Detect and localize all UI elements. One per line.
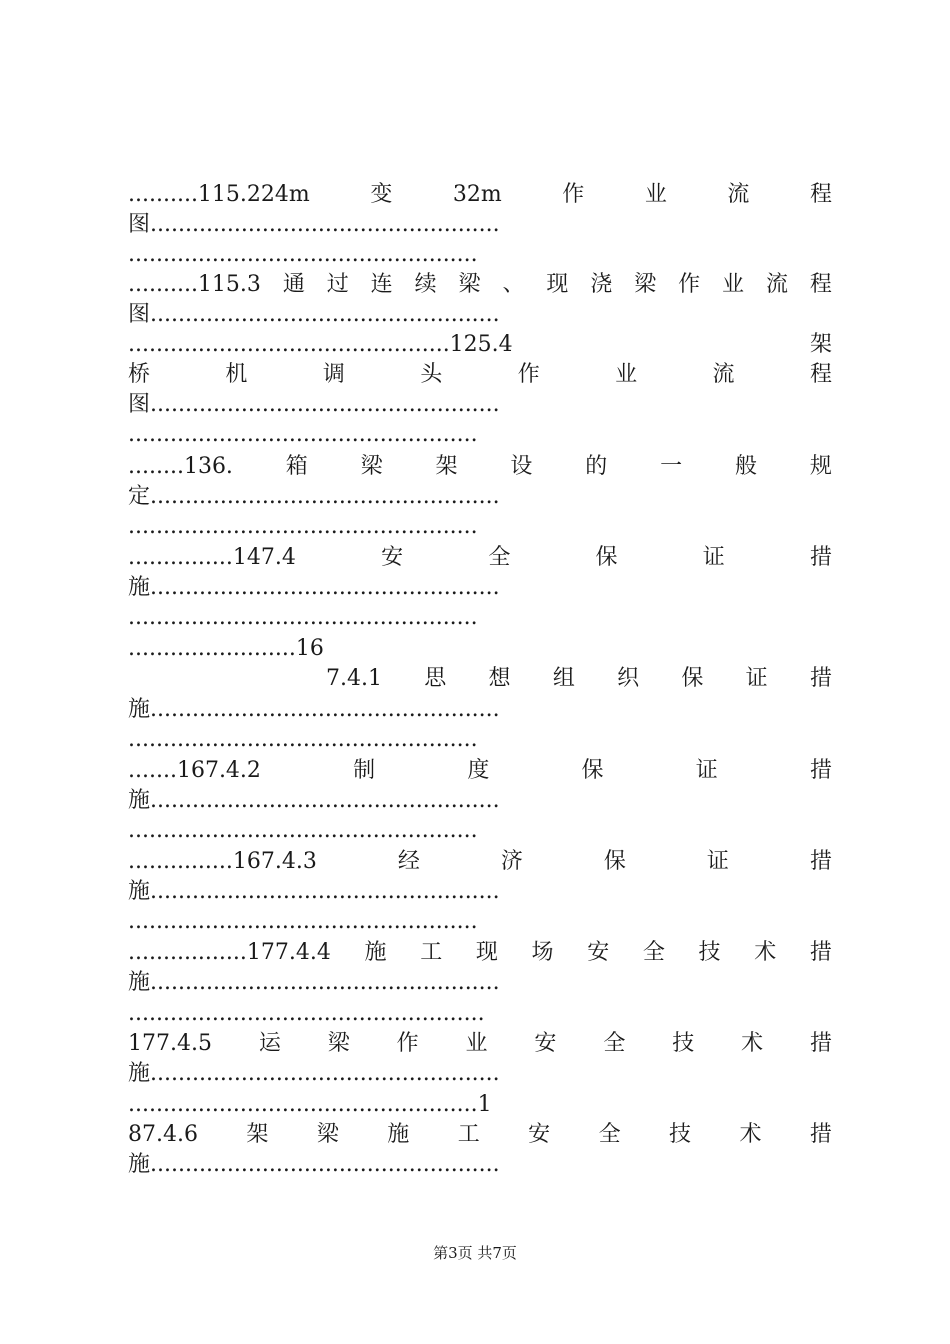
- toc-token: 设: [510, 454, 533, 479]
- toc-token: 济: [500, 849, 523, 874]
- toc-token: 现: [475, 940, 498, 965]
- toc-line: ..................................................: [128, 514, 478, 539]
- toc-line: [128, 756, 832, 786]
- toc-token: 桥: [128, 362, 151, 387]
- toc-token: 架: [435, 454, 458, 479]
- toc-token: 程: [809, 272, 832, 297]
- toc-token: 保: [581, 758, 604, 783]
- toc-token: 续: [414, 272, 437, 297]
- toc-token: 术: [741, 1031, 764, 1056]
- toc-token: 保: [681, 666, 704, 691]
- toc-line: 施..................................................: [128, 879, 500, 904]
- toc-token: ...............147.4: [128, 545, 296, 570]
- toc-token: 全: [642, 940, 665, 965]
- toc-line: 施..................................................: [128, 1152, 500, 1177]
- toc-token: 技: [669, 1122, 692, 1147]
- toc-token: 浇: [590, 272, 613, 297]
- toc-line: [128, 938, 832, 968]
- toc-line: [128, 180, 832, 210]
- toc-token: 梁: [316, 1122, 339, 1147]
- toc-token: 措: [809, 1122, 832, 1147]
- toc-token: 证: [695, 758, 718, 783]
- toc-line: 图..................................................: [128, 392, 500, 417]
- toc-line: [128, 543, 832, 573]
- toc-token: 施: [364, 940, 387, 965]
- toc-line: [128, 270, 832, 300]
- toc-token: 保: [603, 849, 626, 874]
- toc-token: 业: [465, 1031, 488, 1056]
- toc-token: 全: [603, 1031, 626, 1056]
- toc-token: 措: [809, 849, 832, 874]
- toc-token: 调: [322, 362, 345, 387]
- toc-token: 程: [809, 362, 832, 387]
- toc-token: ..........115.3: [128, 272, 261, 297]
- toc-token: 的: [585, 454, 608, 479]
- toc-token: 177.4.5: [128, 1031, 212, 1056]
- toc-line: ..................................................: [128, 242, 478, 267]
- toc-token: 证: [745, 666, 768, 691]
- toc-token: .......167.4.2: [128, 758, 261, 783]
- toc-token: ........136.: [128, 454, 233, 479]
- toc-token: 施: [387, 1122, 410, 1147]
- toc-token: 梁: [360, 454, 383, 479]
- toc-token: 现: [546, 272, 569, 297]
- toc-token: 87.4.6: [128, 1122, 198, 1147]
- toc-token: 业: [615, 362, 638, 387]
- toc-token: 头: [420, 362, 443, 387]
- toc-token: .................177.4.4: [128, 940, 331, 965]
- toc-token: 措: [809, 1031, 832, 1056]
- toc-token: 想: [488, 666, 511, 691]
- toc-token: 箱: [285, 454, 308, 479]
- toc-line: ..................................................: [128, 422, 478, 447]
- toc-token: 全: [488, 545, 511, 570]
- toc-token: 流: [765, 272, 788, 297]
- toc-token: 度: [467, 758, 490, 783]
- toc-token: 术: [739, 1122, 762, 1147]
- toc-line: [128, 1029, 832, 1059]
- toc-token: ..............................................125.4: [128, 332, 513, 357]
- toc-line: 施..................................................: [128, 575, 500, 600]
- toc-line: 施..................................................: [128, 788, 500, 813]
- toc-token: 组: [552, 666, 575, 691]
- toc-line: [128, 1120, 832, 1150]
- toc-token: 规: [809, 454, 832, 479]
- toc-token: 作: [678, 272, 701, 297]
- toc-token: 安: [528, 1122, 551, 1147]
- toc-line: [128, 452, 832, 482]
- toc-token: 梁: [327, 1031, 350, 1056]
- toc-token: 思: [424, 666, 447, 691]
- toc-line: 施..................................................: [128, 970, 500, 995]
- toc-line: 施..................................................: [128, 697, 500, 722]
- toc-token: 业: [722, 272, 745, 297]
- toc-line: 定..................................................: [128, 484, 500, 509]
- toc-line: [128, 330, 832, 360]
- toc-token: 作: [396, 1031, 419, 1056]
- toc-token: 流: [727, 182, 750, 207]
- toc-token: 运: [258, 1031, 281, 1056]
- toc-token: 保: [595, 545, 618, 570]
- toc-line: ........................16: [128, 636, 324, 661]
- toc-token: 一: [660, 454, 683, 479]
- toc-token: 作: [562, 182, 585, 207]
- toc-token: 架: [246, 1122, 269, 1147]
- toc-token: 通: [282, 272, 305, 297]
- toc-token: 般: [735, 454, 758, 479]
- toc-token: 32m: [452, 182, 502, 207]
- page-footer: 第3页 共7页: [433, 1244, 517, 1262]
- toc-token: 制: [353, 758, 376, 783]
- toc-token: 场: [531, 940, 554, 965]
- toc-line: 图..................................................: [128, 302, 500, 327]
- toc-token: 证: [706, 849, 729, 874]
- toc-line: 施..................................................: [128, 1061, 500, 1086]
- toc-token: 技: [698, 940, 721, 965]
- toc-token: 措: [809, 758, 832, 783]
- toc-token: 机: [225, 362, 248, 387]
- toc-line: [128, 1090, 832, 1120]
- toc-line: [128, 360, 832, 390]
- toc-token: ..........115.224m: [128, 182, 310, 207]
- toc-line: ..................................................: [128, 909, 478, 934]
- toc-token: 、: [502, 272, 525, 297]
- toc-line: 图..................................................: [128, 212, 500, 237]
- toc-token: 措: [809, 545, 832, 570]
- toc-token: 梁: [634, 272, 657, 297]
- toc-token: 织: [617, 666, 640, 691]
- toc-token: ..................................................1: [128, 1092, 492, 1117]
- toc-token: 程: [809, 182, 832, 207]
- toc-line: ...................................................: [128, 1001, 485, 1026]
- toc-token: 安: [534, 1031, 557, 1056]
- toc-token: 措: [809, 666, 832, 691]
- toc-token: 技: [672, 1031, 695, 1056]
- toc-token: 过: [326, 272, 349, 297]
- toc-token: 安: [587, 940, 610, 965]
- toc-token: 业: [644, 182, 667, 207]
- toc-line: [326, 664, 832, 694]
- toc-token: 工: [420, 940, 443, 965]
- toc-token: 证: [702, 545, 725, 570]
- toc-token: 全: [598, 1122, 621, 1147]
- toc-token: ...............167.4.3: [128, 849, 317, 874]
- toc-token: 工: [457, 1122, 480, 1147]
- toc-token: 流: [712, 362, 735, 387]
- toc-token: 架: [809, 332, 832, 357]
- toc-token: 措: [809, 940, 832, 965]
- toc-line: ..................................................: [128, 605, 478, 630]
- toc-token: 安: [381, 545, 404, 570]
- toc-line: [128, 847, 832, 877]
- toc-line: ..................................................: [128, 727, 478, 752]
- toc-token: 7.4.1: [326, 666, 382, 691]
- toc-token: 梁: [458, 272, 481, 297]
- toc-token: 作: [517, 362, 540, 387]
- toc-token: 变: [370, 182, 393, 207]
- toc-token: 经: [397, 849, 420, 874]
- toc-line: ..................................................: [128, 818, 478, 843]
- toc-token: 术: [754, 940, 777, 965]
- toc-token: 连: [370, 272, 393, 297]
